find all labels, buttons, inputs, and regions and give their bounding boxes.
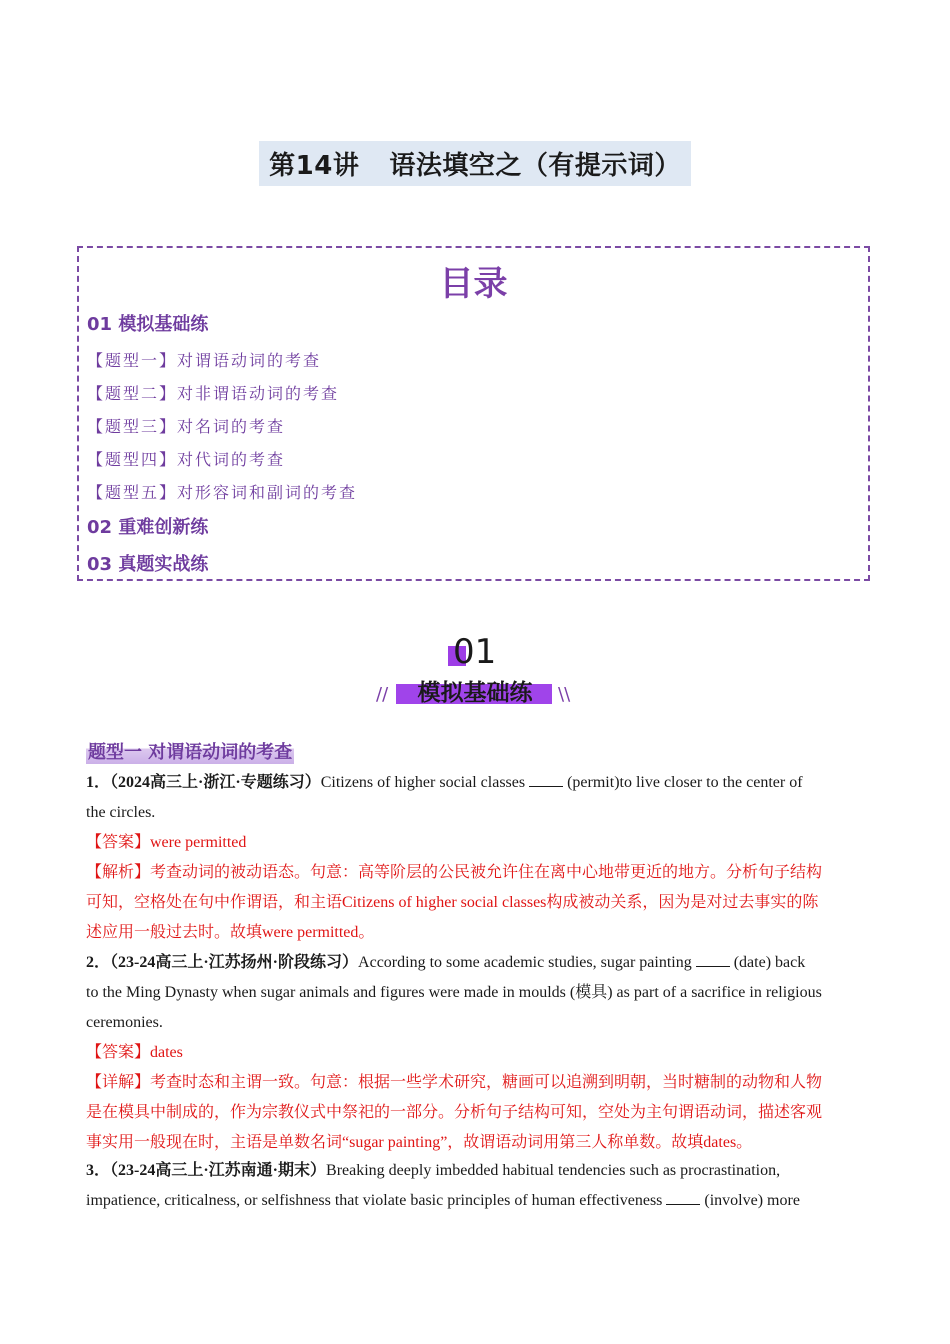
question-text: (involve) more — [704, 1192, 800, 1209]
page-title — [259, 141, 691, 186]
analysis-line: 述应用一般过去时。故填were permitted。 — [86, 924, 375, 941]
question-text: impatience, criticalness, or selfishness that violate basic principles of human effectiveness — [86, 1192, 663, 1209]
toc-section-2[interactable]: 02 重难创新练 — [87, 517, 209, 538]
analysis-line: 事实用一般现在时，主语是单数名词“sugar painting”，故谓语动词用第三人称单数。故填dates。 — [86, 1134, 753, 1151]
question-text: (permit)to live closer to the center of — [567, 774, 803, 791]
question-1-line-2: the circles. — [86, 804, 156, 821]
question-3-line-1 — [86, 1156, 866, 1186]
question-source: （23-24高三上·江苏扬州·阶段练习） — [110, 954, 359, 971]
analysis-line: 是在模具中制成的，作为宗教仪式中祭祀的一部分。分析句子结构可知，空处为主句谓语动词，描述客观 — [86, 1104, 823, 1121]
question-1 — [86, 768, 866, 948]
question-2-line-3: ceremonies. — [86, 1014, 163, 1031]
toc-item-2[interactable]: 【题型二】对非谓语动词的考查 — [87, 384, 340, 403]
question-text: (date) back — [733, 954, 806, 971]
answer-blank[interactable] — [529, 772, 563, 787]
analysis-line: 【解析】考查动词的被动语态。句意：高等阶层的公民被允许住在离中心地带更近的地方。分析句子结构 — [86, 864, 823, 881]
question-source: （2024高三上·浙江·专题练习） — [110, 774, 321, 791]
question-2-line-1 — [86, 948, 866, 978]
answer-blank[interactable] — [696, 952, 730, 967]
badge-right-decoration: \\ — [558, 684, 571, 705]
answer-blank[interactable] — [666, 1190, 700, 1205]
question-text: Breaking deeply imbedded habitual tendencies such as procrastination, — [326, 1162, 781, 1179]
toc-item-4[interactable]: 【题型四】对代词的考查 — [87, 450, 286, 469]
toc-heading: 目录 — [439, 264, 508, 304]
answer-text: 【答案】were permitted — [86, 834, 247, 851]
question-number: 2． — [86, 954, 111, 971]
question-type-heading: 题型一 对谓语动词的考查 — [86, 736, 294, 764]
toc-item-3[interactable]: 【题型三】对名词的考查 — [87, 417, 286, 436]
analysis-line: 【详解】考查时态和主谓一致。句意：根据一些学术研究，糖画可以追溯到明朝，当时糖制的动物和人物 — [86, 1074, 823, 1091]
question-2-line-2: to the Ming Dynasty when sugar animals and figures were made in moulds (模具) as part of a sacrifice in religious — [86, 984, 822, 1001]
toc-item-5[interactable]: 【题型五】对形容词和副词的考查 — [87, 483, 358, 502]
section-badge — [0, 632, 950, 712]
question-2 — [86, 948, 866, 1158]
analysis-line: 可知，空格处在句中作谓语，和主语Citizens of higher social classes构成被动关系，因为是对过去事实的陈 — [86, 894, 819, 911]
title-lecture-number: 第14讲 — [269, 151, 360, 181]
question-3-line-2 — [86, 1186, 866, 1216]
question-1-line-1 — [86, 768, 866, 798]
toc-item-1[interactable]: 【题型一】对谓语动词的考查 — [87, 351, 322, 370]
badge-label: 模拟基础练 — [417, 680, 533, 706]
question-3 — [86, 1156, 866, 1216]
badge-number: 01 — [453, 632, 497, 672]
question-text: Citizens of higher social classes — [320, 774, 526, 791]
question-number: 1． — [86, 774, 111, 791]
badge-left-decoration: // — [376, 684, 389, 705]
page-title-wrap — [0, 141, 950, 186]
question-text: According to some academic studies, sugar painting — [358, 954, 692, 971]
answer-text: 【答案】dates — [86, 1044, 183, 1061]
table-of-contents — [77, 246, 870, 581]
toc-section-1[interactable]: 01 模拟基础练 — [87, 314, 209, 335]
title-topic: 语法填空之（有提示词） — [389, 151, 681, 181]
toc-section-3[interactable]: 03 真题实战练 — [87, 554, 209, 575]
question-number: 3． — [86, 1162, 111, 1179]
question-source: （23-24高三上·江苏南通·期末） — [110, 1162, 327, 1179]
